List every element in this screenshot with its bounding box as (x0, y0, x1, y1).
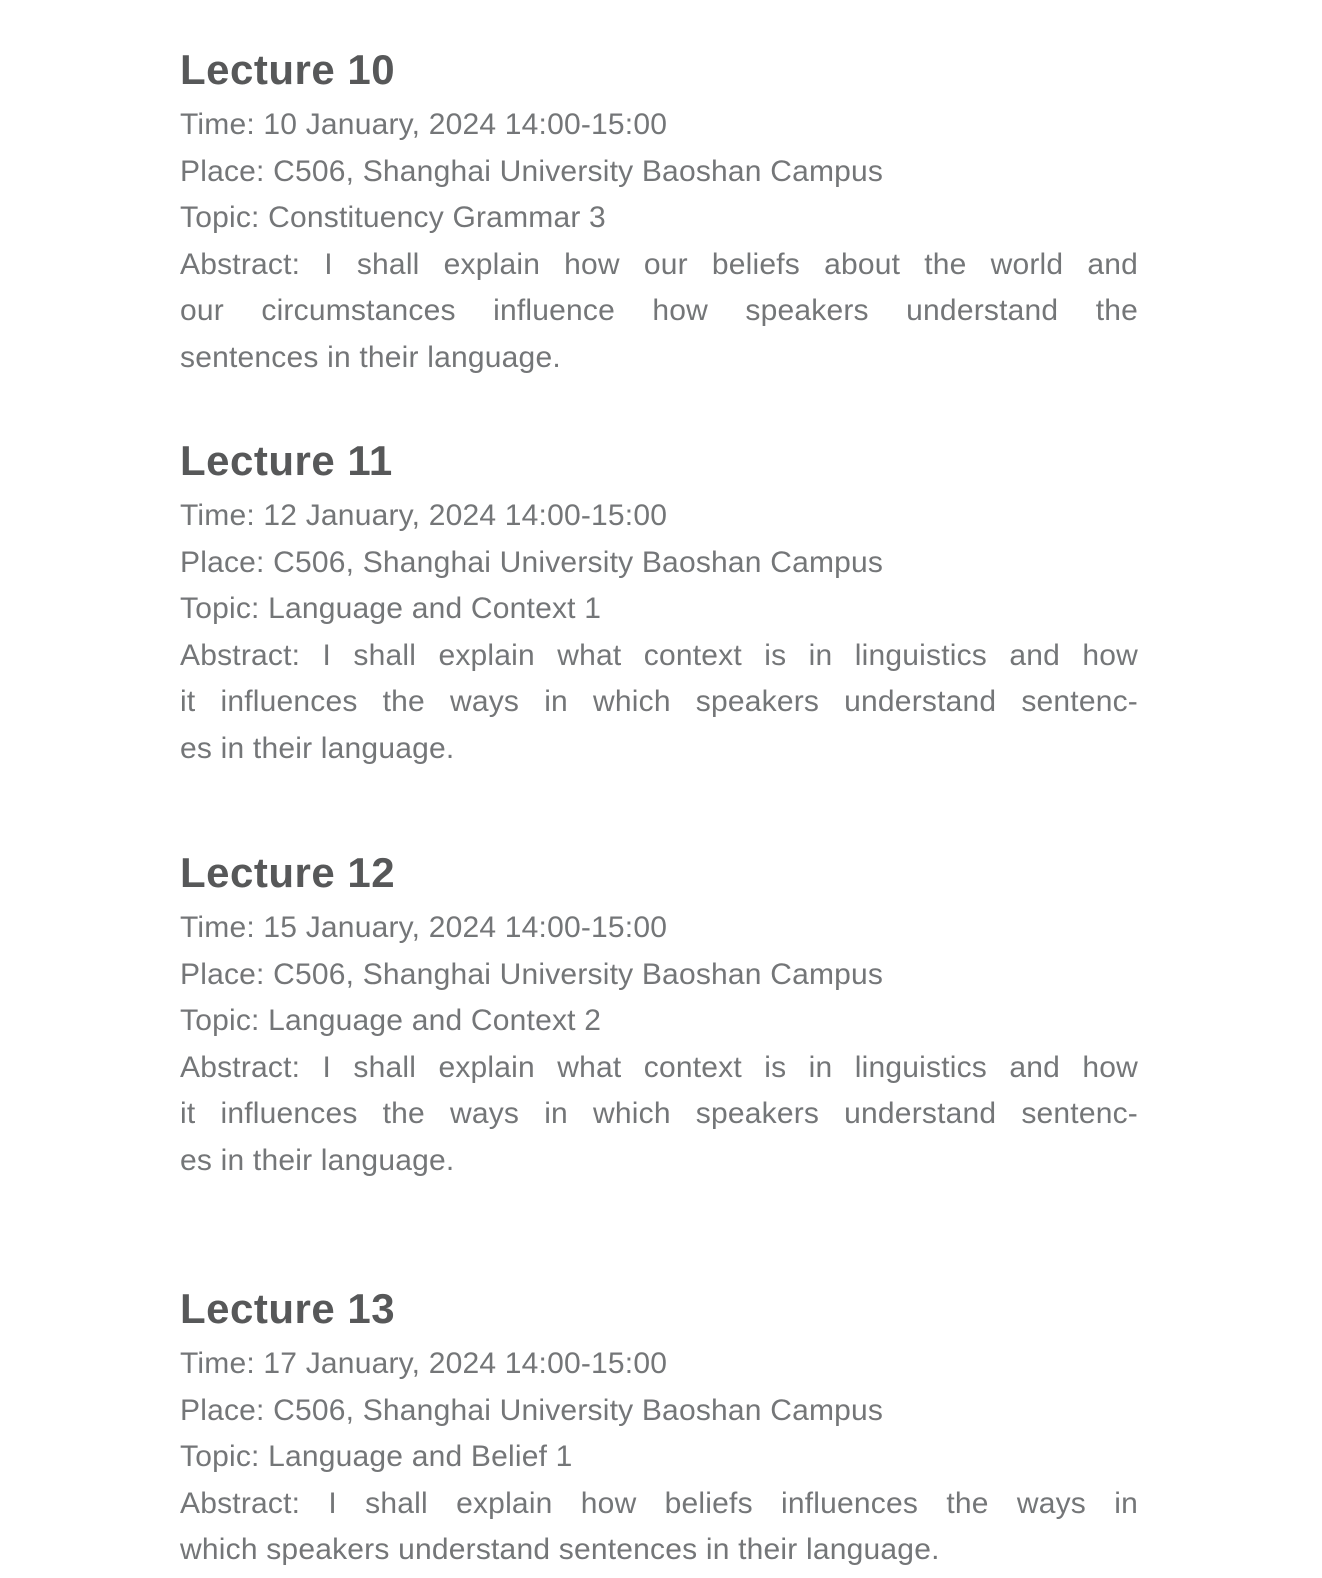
lecture-13-abstract-line-1: Abstract: I shall explain how beliefs influences the ways in (180, 1486, 1138, 1520)
lecture-10-heading: Lecture 10 (180, 46, 396, 93)
lecture-11-topic: Topic: Language and Context 1 (180, 592, 602, 625)
lecture-12-place: Place: C506, Shanghai University Baoshan Campus (180, 957, 884, 991)
lecture-10-section (180, 46, 1138, 381)
lecture-13-abstract-line-2: which speakers understand sentences in their language. (180, 1533, 940, 1566)
lecture-11-time: Time: 12 January, 2024 14:00-15:00 (180, 499, 668, 532)
lecture-12-abstract-line-2: it influences the ways in which speakers understand sentenc- (180, 1097, 1138, 1130)
lecture-10-abstract-line-2: our circumstances influence how speakers understand the (180, 294, 1138, 327)
lecture-11-place: Place: C506, Shanghai University Baoshan Campus (180, 545, 884, 579)
lecture-12-abstract-line-3: es in their language. (180, 1143, 455, 1177)
lecture-10-abstract-line-3: sentences in their language. (180, 340, 561, 374)
lecture-13-section (180, 1285, 1138, 1574)
lecture-12-abstract-line-1: Abstract: I shall explain what context is in linguistics and how (180, 1050, 1138, 1084)
lecture-11-heading: Lecture 11 (180, 437, 393, 484)
lecture-13-place: Place: C506, Shanghai University Baoshan Campus (180, 1393, 884, 1427)
lecture-12-section (180, 849, 1138, 1184)
lecture-10-time: Time: 10 January, 2024 14:00-15:00 (180, 108, 668, 141)
lecture-10-place: Place: C506, Shanghai University Baoshan Campus (180, 154, 884, 188)
lecture-12-time: Time: 15 January, 2024 14:00-15:00 (180, 911, 668, 944)
lecture-12-heading: Lecture 12 (180, 849, 396, 896)
lecture-11-abstract-line-1: Abstract: I shall explain what context is in linguistics and how (180, 638, 1138, 672)
lecture-10-abstract-line-1: Abstract: I shall explain how our beliefs about the world and (180, 247, 1138, 281)
lecture-13-topic: Topic: Language and Belief 1 (180, 1440, 573, 1473)
lecture-13-heading: Lecture 13 (180, 1285, 396, 1332)
lecture-11-abstract-line-2: it influences the ways in which speakers understand sentenc- (180, 685, 1138, 718)
lecture-11-section (180, 437, 1138, 772)
lecture-10-topic: Topic: Constituency Grammar 3 (180, 201, 606, 234)
lecture-13-time: Time: 17 January, 2024 14:00-15:00 (180, 1347, 668, 1380)
lecture-12-topic: Topic: Language and Context 2 (180, 1004, 602, 1037)
lecture-11-abstract-line-3: es in their language. (180, 731, 455, 765)
